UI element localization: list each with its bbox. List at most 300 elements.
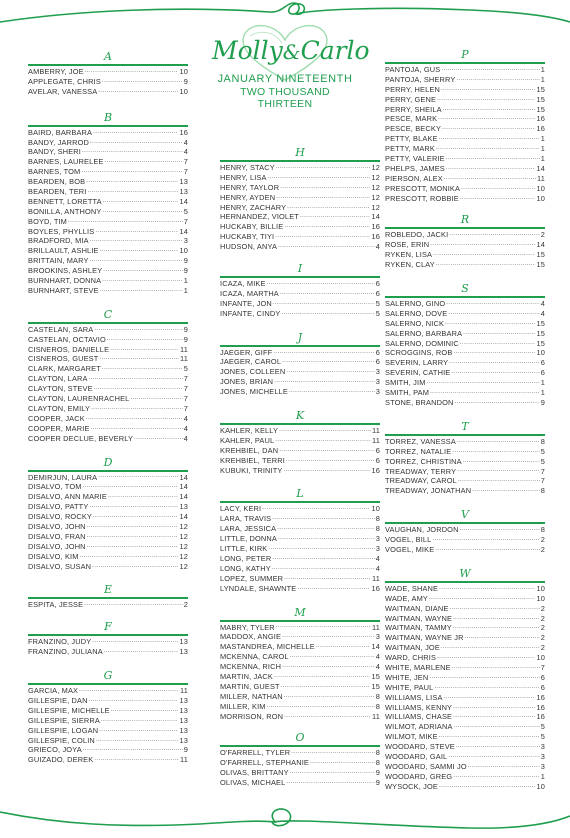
dot-leader xyxy=(463,457,540,467)
guest-name: GUIZADO, DEREK xyxy=(28,755,94,765)
dot-leader xyxy=(429,673,539,683)
guest-entry xyxy=(28,600,188,610)
guest-name: MARTIN, JACK xyxy=(220,671,273,681)
dot-leader xyxy=(96,736,179,746)
table-number: 13 xyxy=(179,705,188,715)
guest-entry xyxy=(28,138,188,148)
table-number: 6 xyxy=(540,358,545,368)
guest-entry xyxy=(28,354,188,364)
guest-entry xyxy=(220,504,380,514)
dot-leader xyxy=(439,782,535,792)
guest-name: HENRY, TAYLOR xyxy=(220,182,280,192)
dot-leader xyxy=(439,134,540,144)
table-number: 8 xyxy=(375,748,380,758)
table-number: 11 xyxy=(180,354,188,364)
dot-leader xyxy=(452,447,539,457)
dot-leader xyxy=(284,712,371,722)
table-number: 16 xyxy=(536,702,545,712)
guest-entry xyxy=(28,177,188,187)
guest-name: DISALVO, FRAN xyxy=(28,531,86,541)
guest-entry xyxy=(385,653,545,663)
guest-entry xyxy=(385,329,545,339)
guest-name: HENRY, ZACHARY xyxy=(220,202,287,212)
dot-leader xyxy=(99,726,178,736)
table-number: 4 xyxy=(375,662,380,672)
dot-leader xyxy=(95,227,178,237)
guest-entry xyxy=(220,426,380,436)
guest-name: MCKENNA, RICH xyxy=(220,662,282,672)
dot-leader xyxy=(92,637,178,647)
guest-name: WAITMAN, DIANE xyxy=(385,603,449,613)
table-number: 5 xyxy=(540,456,545,466)
guest-name: LARA, JESSICA xyxy=(220,524,277,534)
guest-name: BRADFORD, MIA xyxy=(28,236,89,246)
guest-entry xyxy=(220,357,380,367)
guest-entry xyxy=(385,250,545,260)
guest-name: BEARDEN, BOB xyxy=(28,177,86,187)
table-number: 6 xyxy=(540,368,545,378)
guest-entry xyxy=(220,692,380,702)
table-number: 7 xyxy=(183,374,188,384)
guest-name: GILLESPIE, SIERRA xyxy=(28,715,100,725)
guest-entry xyxy=(385,673,545,683)
guest-entry xyxy=(28,552,188,562)
guest-name: BOYLES, PHYLLIS xyxy=(28,226,95,236)
dot-leader xyxy=(457,467,539,477)
table-number: 6 xyxy=(375,357,380,367)
guest-name: HERNANDEZ, VIOLET xyxy=(220,212,299,222)
dot-leader xyxy=(284,692,375,702)
guest-name: JONES, BRIAN xyxy=(220,377,274,387)
guest-entry xyxy=(220,309,380,319)
guest-entry xyxy=(28,492,188,502)
table-number: 10 xyxy=(536,183,545,193)
guest-entry xyxy=(220,446,380,456)
table-number: 10 xyxy=(179,86,188,96)
guest-name: DISALVO, KIM xyxy=(28,551,79,561)
guest-name: WHITE, PAUL xyxy=(385,682,434,692)
table-number: 15 xyxy=(536,318,545,328)
table-number: 4 xyxy=(183,423,188,433)
table-number: 5 xyxy=(183,206,188,216)
guest-entry xyxy=(385,614,545,624)
guest-entry xyxy=(28,207,188,217)
dot-leader xyxy=(449,358,540,368)
guest-name: TORREZ, CHRISTINA xyxy=(385,456,462,466)
guest-name: PIERSON, ALEX xyxy=(385,173,443,183)
dot-leader xyxy=(472,486,540,496)
guest-name: MABRY, TYLER xyxy=(220,622,275,632)
table-number: 15 xyxy=(536,328,545,338)
guest-entry xyxy=(220,232,380,242)
guest-name: COOPER DECLUE, BEVERLY xyxy=(28,433,134,443)
dot-leader xyxy=(83,482,179,492)
table-number: 16 xyxy=(536,114,545,124)
guest-entry xyxy=(28,364,188,374)
table-number: 10 xyxy=(536,348,545,358)
guest-entry xyxy=(28,647,188,657)
guest-entry xyxy=(385,230,545,240)
dot-leader xyxy=(130,394,182,404)
guest-name: DEMIRJUN, LAURA xyxy=(28,472,98,482)
guest-entry xyxy=(385,184,545,194)
guest-entry xyxy=(385,378,545,388)
table-number: 16 xyxy=(371,583,380,593)
table-number: 6 xyxy=(375,347,380,357)
dot-leader xyxy=(87,532,179,542)
table-number: 10 xyxy=(179,67,188,76)
guest-name: GILLESPIE, DAN xyxy=(28,695,88,705)
group-letter: P xyxy=(461,48,469,61)
table-number: 2 xyxy=(540,230,545,240)
table-number: 13 xyxy=(179,637,188,647)
guest-entry xyxy=(385,144,545,154)
dot-leader xyxy=(92,562,178,572)
table-number: 9 xyxy=(375,778,380,788)
guest-entry xyxy=(385,486,545,496)
table-number: 4 xyxy=(375,563,380,573)
table-number: 5 xyxy=(183,364,188,374)
dot-leader xyxy=(286,456,375,466)
guest-name: LONG, KATHY xyxy=(220,563,271,573)
guest-name: SMITH, PAM xyxy=(385,388,430,398)
guest-entry xyxy=(220,632,380,642)
dot-leader xyxy=(282,662,375,672)
guest-entry xyxy=(385,782,545,792)
guest-entry xyxy=(28,706,188,716)
guest-entry xyxy=(385,164,545,174)
table-number: 13 xyxy=(179,735,188,745)
guest-name: WILLIAMS, CHASE xyxy=(385,712,453,722)
dot-leader xyxy=(452,663,540,673)
guest-name: TORREZ, NATALIE xyxy=(385,446,452,456)
guest-name: BRILLAULT, ASHLIE xyxy=(28,246,99,256)
table-number: 13 xyxy=(179,725,188,735)
group-divider xyxy=(385,522,545,524)
guest-entry xyxy=(220,348,380,358)
table-number: 12 xyxy=(371,182,380,192)
dot-leader xyxy=(433,250,535,260)
guest-name: MILLER, KIM xyxy=(220,701,266,711)
table-number: 5 xyxy=(540,722,545,732)
guest-entry xyxy=(28,736,188,746)
guest-entry xyxy=(220,203,380,213)
dot-leader xyxy=(441,65,539,75)
dot-leader xyxy=(278,534,375,544)
guest-entry xyxy=(28,374,188,384)
dot-leader xyxy=(102,77,183,87)
group-m xyxy=(220,606,380,722)
dot-leader xyxy=(91,404,183,414)
guest-entry xyxy=(220,584,380,594)
group-letter: F xyxy=(104,620,112,634)
dot-leader xyxy=(280,289,375,299)
group-letter: K xyxy=(295,409,305,423)
dot-leader xyxy=(443,105,536,115)
guest-entry xyxy=(385,368,545,378)
table-number: 10 xyxy=(536,593,545,603)
guest-entry xyxy=(28,562,188,572)
table-number: 12 xyxy=(179,531,188,541)
guest-name: O'FARRELL, TYLER xyxy=(220,748,291,758)
group-divider xyxy=(220,345,380,347)
dot-leader xyxy=(94,325,182,335)
dot-leader xyxy=(86,177,178,187)
table-number: 8 xyxy=(375,514,380,524)
guest-entry xyxy=(28,227,188,237)
guest-name: LACY, KERI xyxy=(220,504,262,514)
guest-name: LITTLE, KIRK xyxy=(220,544,268,554)
guest-name: WADE, SHANE xyxy=(385,583,439,593)
guest-entry xyxy=(385,752,545,762)
table-number: 5 xyxy=(375,308,380,318)
group-t xyxy=(385,420,545,496)
guest-entry xyxy=(28,473,188,483)
guest-entry xyxy=(385,703,545,713)
table-number: 2 xyxy=(540,633,545,643)
guest-entry xyxy=(385,663,545,673)
table-number: 1 xyxy=(540,154,545,164)
groom-name: Carlo xyxy=(300,36,370,65)
dot-leader xyxy=(281,309,374,319)
guest-name: SALERNO, BARBARA xyxy=(385,328,463,338)
dot-leader xyxy=(105,157,183,167)
dot-leader xyxy=(284,574,371,584)
dot-leader xyxy=(291,748,375,758)
table-number: 14 xyxy=(179,512,188,522)
column-right xyxy=(385,48,545,804)
table-number: 3 xyxy=(375,377,380,387)
table-number: 15 xyxy=(536,250,545,260)
table-number: 2 xyxy=(540,603,545,613)
guest-entry xyxy=(385,348,545,358)
guest-name: ROBLEDO, JACKI xyxy=(385,230,449,240)
guest-name: PRESCOTT, MONIKA xyxy=(385,183,461,193)
dot-leader xyxy=(279,426,371,436)
table-number: 1 xyxy=(183,276,188,286)
guest-name: MADDOX, ANGIE xyxy=(220,632,282,642)
guest-entry xyxy=(385,299,545,309)
guest-entry xyxy=(385,319,545,329)
dot-leader xyxy=(460,194,536,204)
guest-name: TREADWAY, CAROL xyxy=(385,476,457,486)
group-letter: A xyxy=(104,50,112,63)
table-number: 3 xyxy=(540,761,545,771)
dot-leader xyxy=(103,266,182,276)
guest-name: BONILLA, ANTHONY xyxy=(28,206,102,216)
dot-leader xyxy=(446,154,540,164)
dot-leader xyxy=(451,368,539,378)
table-number: 11 xyxy=(180,344,188,354)
table-number: 11 xyxy=(372,426,380,436)
dot-leader xyxy=(444,693,536,703)
table-number: 16 xyxy=(536,692,545,702)
dot-leader xyxy=(268,544,374,554)
guest-entry xyxy=(28,87,188,97)
guest-name: DISALVO, SUSAN xyxy=(28,561,92,571)
table-number: 5 xyxy=(540,446,545,456)
guest-name: BANDY, SHERI xyxy=(28,147,82,157)
table-number: 15 xyxy=(536,260,545,270)
guest-entry xyxy=(28,217,188,227)
guest-name: AVELAR, VANESSA xyxy=(28,86,98,96)
guest-name: WARD, CHRIS xyxy=(385,653,437,663)
guest-entry xyxy=(28,726,188,736)
guest-name: PERRY, GENE xyxy=(385,94,437,104)
guest-entry xyxy=(28,424,188,434)
dot-leader xyxy=(267,279,375,289)
guest-name: COOPER, MARIE xyxy=(28,423,90,433)
guest-entry xyxy=(28,512,188,522)
guest-entry xyxy=(385,693,545,703)
group-divider xyxy=(385,434,545,436)
guest-entry xyxy=(385,742,545,752)
guest-name: CASTELAN, SARA xyxy=(28,324,94,334)
guest-name: VAUGHAN, JORDON xyxy=(385,525,459,535)
dot-leader xyxy=(93,512,178,522)
table-number: 9 xyxy=(183,76,188,86)
guest-entry xyxy=(28,384,188,394)
dot-leader xyxy=(276,193,370,203)
guest-entry xyxy=(385,545,545,555)
dot-leader xyxy=(449,230,539,240)
guest-name: BROOKINS, ASHLEY xyxy=(28,266,103,276)
guest-name: KAHLER, KELLY xyxy=(220,426,279,436)
guest-name: O'FARRELL, STEPHANIE xyxy=(220,758,310,768)
table-number: 14 xyxy=(179,226,188,236)
dot-leader xyxy=(85,67,179,77)
guest-name: LARA, TRAVIS xyxy=(220,514,272,524)
guest-entry xyxy=(385,114,545,124)
table-number: 8 xyxy=(375,524,380,534)
guest-entry xyxy=(220,623,380,633)
table-number: 7 xyxy=(183,403,188,413)
table-number: 13 xyxy=(179,177,188,187)
guest-name: SEVERIN, LARRY xyxy=(385,358,449,368)
table-number: 3 xyxy=(540,742,545,752)
guest-entry xyxy=(385,75,545,85)
dot-leader xyxy=(274,377,375,387)
guest-entry xyxy=(385,535,545,545)
guest-name: WOODARD, GAIL xyxy=(385,751,448,761)
table-number: 15 xyxy=(371,671,380,681)
dot-leader xyxy=(272,554,374,564)
dot-leader xyxy=(463,329,535,339)
group-h xyxy=(220,146,380,252)
table-number: 16 xyxy=(371,222,380,232)
guest-name: CLAYTON, STEVE xyxy=(28,384,93,394)
guest-name: WOODARD, STEVE xyxy=(385,742,455,752)
dot-leader xyxy=(98,473,178,483)
guest-name: CLAYTON, LAURENRACHEL xyxy=(28,394,130,404)
guest-name: WAITMAN, TAMMY xyxy=(385,623,452,633)
guest-entry xyxy=(220,672,380,682)
guest-name: PANTOJA, GUS xyxy=(385,65,441,74)
group-divider xyxy=(28,597,188,599)
table-number: 14 xyxy=(179,196,188,206)
guest-name: WAITMAN, WAYNE xyxy=(385,613,453,623)
guest-name: SCROGGINS, ROB xyxy=(385,348,453,358)
dot-leader xyxy=(430,388,540,398)
dot-leader xyxy=(275,436,371,446)
table-number: 6 xyxy=(375,288,380,298)
couple-title xyxy=(212,36,370,110)
dot-leader xyxy=(99,354,179,364)
table-number: 11 xyxy=(180,755,188,765)
guest-name: ROSE, ERIN xyxy=(385,240,430,250)
guest-entry xyxy=(220,222,380,232)
dot-leader xyxy=(439,584,535,594)
table-number: 2 xyxy=(540,613,545,623)
table-number: 12 xyxy=(179,561,188,571)
guest-entry xyxy=(28,286,188,296)
table-number: 1 xyxy=(540,771,545,781)
dot-leader xyxy=(282,632,375,642)
guest-name: BARNES, LAURELEE xyxy=(28,157,104,167)
guest-entry xyxy=(28,696,188,706)
dot-leader xyxy=(286,367,374,377)
table-number: 3 xyxy=(375,387,380,397)
table-number: 8 xyxy=(540,486,545,496)
dot-leader xyxy=(453,772,539,782)
table-number: 2 xyxy=(540,535,545,545)
guest-entry xyxy=(385,604,545,614)
guest-entry xyxy=(28,414,188,424)
table-number: 10 xyxy=(371,504,380,514)
guest-entry xyxy=(220,778,380,788)
guest-entry xyxy=(385,95,545,105)
guest-entry xyxy=(385,154,545,164)
group-a xyxy=(28,50,188,97)
guest-name: STONE, BRANDON xyxy=(385,397,454,407)
guest-entry xyxy=(385,65,545,75)
guest-name: KREHBIEL, TERRI xyxy=(220,455,285,465)
table-number: 9 xyxy=(183,256,188,266)
table-number: 4 xyxy=(375,652,380,662)
guest-entry xyxy=(220,712,380,722)
guest-name: CLAYTON, EMILY xyxy=(28,403,91,413)
guest-name: RYKEN, CLAY xyxy=(385,260,435,270)
table-number: 8 xyxy=(540,436,545,446)
dot-leader xyxy=(284,222,370,232)
guest-entry xyxy=(220,642,380,652)
guest-name: HENRY, STACY xyxy=(220,163,275,172)
table-number: 6 xyxy=(375,455,380,465)
guest-name: WILLIAMS, KENNY xyxy=(385,702,453,712)
dot-leader xyxy=(297,584,370,594)
guest-entry xyxy=(28,167,188,177)
guest-name: MASTANDREA, MICHELLE xyxy=(220,642,315,652)
guest-entry xyxy=(28,325,188,335)
guest-entry xyxy=(385,174,545,184)
dot-leader xyxy=(278,242,375,252)
group-letter: V xyxy=(461,508,469,522)
dot-leader xyxy=(435,545,539,555)
group-w xyxy=(385,567,545,792)
guest-entry xyxy=(28,147,188,157)
event-date-line1: JANUARY NINETEENTH xyxy=(217,73,353,85)
table-number: 12 xyxy=(371,172,380,182)
table-number: 9 xyxy=(183,266,188,276)
guest-entry xyxy=(28,542,188,552)
guest-name: WHITE, MARLENE xyxy=(385,662,451,672)
guest-name: BANDY, JARROD xyxy=(28,137,89,147)
dot-leader xyxy=(456,742,540,752)
guest-name: KAHLER, PAUL xyxy=(220,435,275,445)
guest-name: PHELPS, JAMES xyxy=(385,163,445,173)
dot-leader xyxy=(274,672,370,682)
table-number: 15 xyxy=(371,681,380,691)
